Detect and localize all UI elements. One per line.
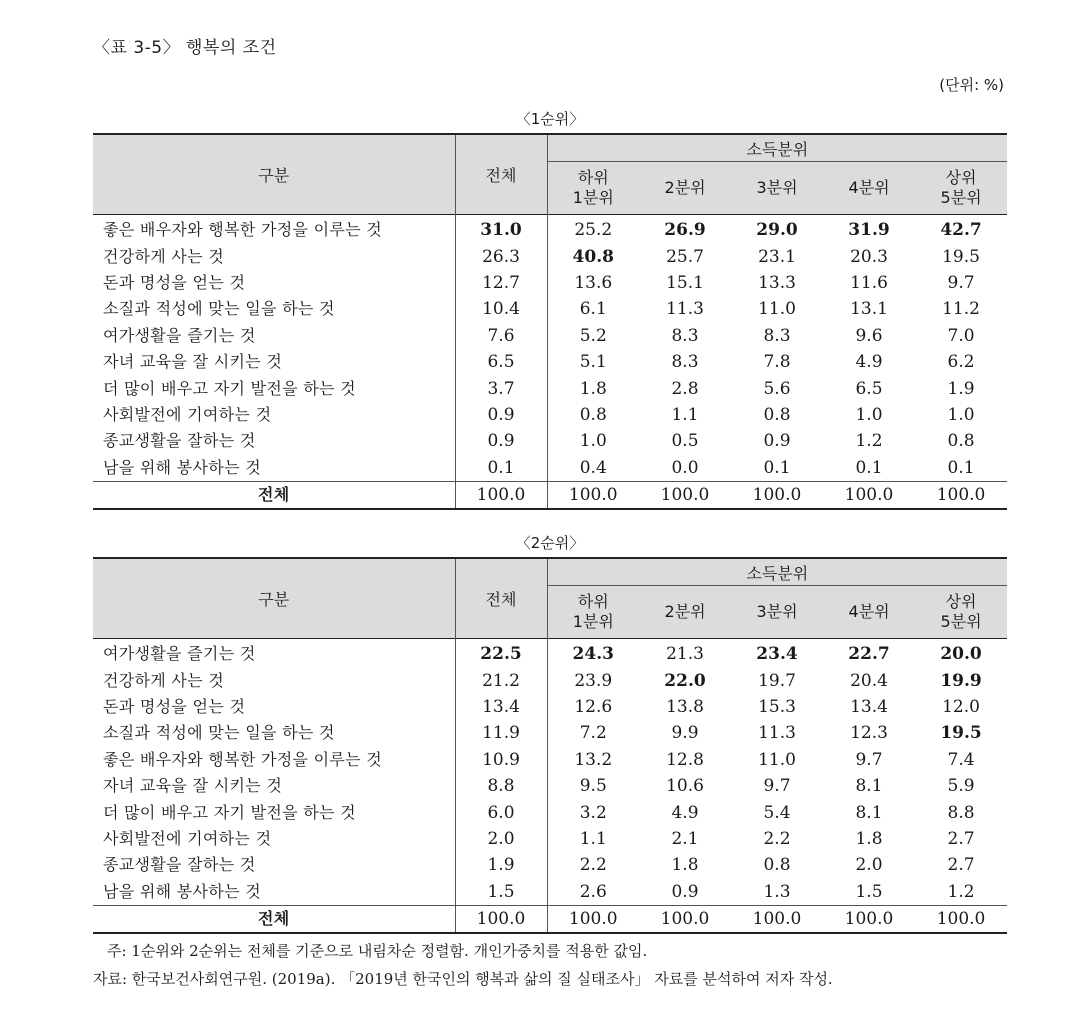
table-cell: 2.0 xyxy=(855,855,883,876)
table-cell: 1.9 xyxy=(455,852,547,878)
table-cell: 8.8 xyxy=(947,802,975,823)
table-row xyxy=(93,270,1007,296)
table-cell: 23.1 xyxy=(758,246,796,267)
table-cell: 2.7 xyxy=(947,828,975,849)
table-row xyxy=(93,826,1007,852)
row-label: 자녀 교육을 잘 시키는 것 xyxy=(93,773,455,799)
table-cell: 7.6 xyxy=(455,323,547,349)
total-cell: 100.0 xyxy=(731,481,823,509)
table-row xyxy=(93,879,1007,906)
table-cell: 2.6 xyxy=(579,881,607,902)
table-cell: 13.2 xyxy=(574,749,613,770)
table-row xyxy=(93,747,1007,773)
row-label: 사회발전에 기여하는 것 xyxy=(93,402,455,428)
table-row xyxy=(93,455,1007,482)
table-row xyxy=(93,349,1007,375)
table-cell: 6.0 xyxy=(455,799,547,825)
table-cell: 24.3 xyxy=(572,644,614,665)
table-cell: 0.1 xyxy=(855,457,883,478)
table-cell: 11.2 xyxy=(942,299,980,320)
table-cell: 9.9 xyxy=(671,723,699,744)
table-cell: 8.1 xyxy=(855,802,883,823)
table-header xyxy=(93,558,1007,639)
table-cell: 13.4 xyxy=(850,696,888,717)
table-caption-rank1: 〈1순위〉 xyxy=(515,110,585,128)
table-cell: 1.8 xyxy=(579,378,607,399)
table-cell: 0.9 xyxy=(671,881,699,902)
total-row xyxy=(93,481,1007,509)
header-q3: 3분위 xyxy=(731,162,823,215)
table-cell: 42.7 xyxy=(940,220,982,241)
table-cell: 5.4 xyxy=(763,802,791,823)
table-cell: 0.1 xyxy=(763,457,791,478)
row-label: 종교생활을 잘하는 것 xyxy=(93,428,455,454)
table-header xyxy=(93,134,1007,215)
table-cell: 1.5 xyxy=(855,881,883,902)
table-cell: 0.9 xyxy=(455,402,547,428)
table-cell: 19.7 xyxy=(758,670,796,691)
table-row xyxy=(93,402,1007,428)
table-cell: 8.1 xyxy=(855,776,883,797)
row-label: 자녀 교육을 잘 시키는 것 xyxy=(93,349,455,375)
row-label: 좋은 배우자와 행복한 가정을 이루는 것 xyxy=(93,747,455,773)
row-label: 여가생활을 즐기는 것 xyxy=(93,323,455,349)
table-cell: 11.9 xyxy=(455,720,547,746)
table-cell: 1.3 xyxy=(763,881,791,902)
table-cell: 21.3 xyxy=(666,644,704,665)
table-caption-rank2: 〈2순위〉 xyxy=(515,534,585,552)
table-cell: 9.7 xyxy=(947,272,975,293)
table-cell: 13.1 xyxy=(850,299,888,320)
row-label: 더 많이 배우고 자기 발전을 하는 것 xyxy=(93,375,455,401)
table-title: 〈표 3-5〉 행복의 조건 xyxy=(93,38,277,58)
table-row xyxy=(93,428,1007,454)
table-cell: 2.8 xyxy=(671,378,699,399)
table-body xyxy=(93,639,1007,934)
table-cell: 4.9 xyxy=(671,802,699,823)
table-cell: 3.2 xyxy=(579,802,607,823)
header-q4: 4분위 xyxy=(823,586,915,639)
table-cell: 21.2 xyxy=(455,667,547,693)
header-q1: 하위 1분위 xyxy=(547,586,639,639)
table-cell: 10.4 xyxy=(455,296,547,322)
table-rank1 xyxy=(93,133,1007,510)
row-label: 더 많이 배우고 자기 발전을 하는 것 xyxy=(93,799,455,825)
table-cell: 0.5 xyxy=(671,431,699,452)
table-cell: 7.4 xyxy=(947,749,975,770)
table-cell: 12.7 xyxy=(455,270,547,296)
table-cell: 13.4 xyxy=(455,694,547,720)
table-cell: 19.5 xyxy=(942,246,980,267)
table-row xyxy=(93,323,1007,349)
table-cell: 11.6 xyxy=(850,272,888,293)
table-cell: 12.6 xyxy=(574,696,613,717)
total-cell: 100.0 xyxy=(639,481,731,509)
table-cell: 7.2 xyxy=(579,723,607,744)
table-cell: 7.0 xyxy=(947,325,975,346)
table-cell: 0.1 xyxy=(455,455,547,482)
table-cell: 12.3 xyxy=(850,723,888,744)
table-row xyxy=(93,375,1007,401)
table-cell: 19.9 xyxy=(940,670,982,691)
header-q5: 상위 5분위 xyxy=(915,162,1007,215)
table-cell: 6.1 xyxy=(579,299,607,320)
table-cell: 1.0 xyxy=(579,431,607,452)
table-row xyxy=(93,243,1007,269)
table-cell: 20.4 xyxy=(850,670,888,691)
table-cell: 25.2 xyxy=(574,220,613,241)
table-cell: 15.1 xyxy=(666,272,704,293)
header-category: 구분 xyxy=(93,558,455,639)
total-cell: 100.0 xyxy=(639,905,731,933)
table-cell: 5.1 xyxy=(579,352,607,373)
table-cell: 1.9 xyxy=(947,378,975,399)
header-q5: 상위 5분위 xyxy=(915,586,1007,639)
table-cell: 11.0 xyxy=(758,749,796,770)
table-cell: 12.8 xyxy=(666,749,704,770)
table-cell: 3.7 xyxy=(455,375,547,401)
header-income-quintile: 소득분위 xyxy=(547,558,1007,586)
table-cell: 2.2 xyxy=(763,828,791,849)
table-cell: 0.4 xyxy=(579,457,607,478)
row-label: 종교생활을 잘하는 것 xyxy=(93,852,455,878)
table-cell: 2.7 xyxy=(947,855,975,876)
header-q4: 4분위 xyxy=(823,162,915,215)
table-cell: 29.0 xyxy=(756,220,798,241)
table-row xyxy=(93,296,1007,322)
table-cell: 2.0 xyxy=(455,826,547,852)
table-cell: 9.7 xyxy=(855,749,883,770)
total-label: 전체 xyxy=(93,905,455,933)
row-label: 사회발전에 기여하는 것 xyxy=(93,826,455,852)
table-cell: 11.3 xyxy=(666,299,704,320)
table-cell: 9.5 xyxy=(579,776,607,797)
row-label: 돈과 명성을 얻는 것 xyxy=(93,270,455,296)
total-cell: 100.0 xyxy=(823,905,915,933)
table-cell: 22.5 xyxy=(455,639,547,668)
table-cell: 0.0 xyxy=(671,457,699,478)
unit-label: (단위: %) xyxy=(939,76,1004,94)
table-cell: 13.6 xyxy=(574,272,613,293)
table-cell: 11.0 xyxy=(758,299,796,320)
row-label: 건강하게 사는 것 xyxy=(93,243,455,269)
total-cell: 100.0 xyxy=(547,481,639,509)
row-label: 건강하게 사는 것 xyxy=(93,667,455,693)
header-category: 구분 xyxy=(93,134,455,215)
table-cell: 40.8 xyxy=(572,246,614,267)
table-cell: 25.7 xyxy=(666,246,704,267)
row-label: 소질과 적성에 맞는 일을 하는 것 xyxy=(93,720,455,746)
table-row xyxy=(93,720,1007,746)
table-row xyxy=(93,773,1007,799)
table-cell: 11.3 xyxy=(758,723,796,744)
table-cell: 1.8 xyxy=(855,828,883,849)
row-label: 여가생활을 즐기는 것 xyxy=(93,639,455,668)
total-cell: 100.0 xyxy=(823,481,915,509)
table-cell: 23.4 xyxy=(756,644,798,665)
table-cell: 31.0 xyxy=(455,215,547,244)
table-cell: 5.2 xyxy=(579,325,607,346)
table-cell: 20.0 xyxy=(940,644,982,665)
table-cell: 0.1 xyxy=(947,457,975,478)
total-row xyxy=(93,905,1007,933)
table-cell: 1.5 xyxy=(455,879,547,906)
table-cell: 6.5 xyxy=(855,378,883,399)
table-cell: 6.2 xyxy=(947,352,975,373)
table-cell: 1.8 xyxy=(671,855,699,876)
table-cell: 22.0 xyxy=(664,670,706,691)
header-q3: 3분위 xyxy=(731,586,823,639)
footnotes xyxy=(93,937,833,993)
table-row xyxy=(93,852,1007,878)
table-cell: 0.8 xyxy=(763,404,791,425)
header-income-quintile: 소득분위 xyxy=(547,134,1007,162)
table-cell: 13.8 xyxy=(666,696,704,717)
table-cell: 1.1 xyxy=(579,828,607,849)
row-label: 소질과 적성에 맞는 일을 하는 것 xyxy=(93,296,455,322)
table-cell: 1.0 xyxy=(947,404,975,425)
table-cell: 20.3 xyxy=(850,246,888,267)
table-cell: 15.3 xyxy=(758,696,796,717)
total-label: 전체 xyxy=(93,481,455,509)
table-cell: 12.0 xyxy=(942,696,980,717)
row-label: 남을 위해 봉사하는 것 xyxy=(93,879,455,906)
table-row xyxy=(93,639,1007,668)
total-cell: 100.0 xyxy=(731,905,823,933)
table-cell: 31.9 xyxy=(848,220,890,241)
total-cell: 100.0 xyxy=(455,905,547,933)
table-cell: 0.8 xyxy=(579,404,607,425)
table-cell: 8.8 xyxy=(455,773,547,799)
total-cell: 100.0 xyxy=(915,481,1007,509)
table-cell: 10.9 xyxy=(455,747,547,773)
table-row xyxy=(93,694,1007,720)
table-cell: 8.3 xyxy=(671,325,699,346)
table-row xyxy=(93,667,1007,693)
table-cell: 0.9 xyxy=(763,431,791,452)
header-q2: 2분위 xyxy=(639,586,731,639)
table-cell: 8.3 xyxy=(671,352,699,373)
table-cell: 23.9 xyxy=(574,670,613,691)
header-total: 전체 xyxy=(455,134,547,215)
table-cell: 1.2 xyxy=(855,431,883,452)
table-cell: 6.5 xyxy=(455,349,547,375)
table-cell: 4.9 xyxy=(855,352,883,373)
table-rank2 xyxy=(93,557,1007,934)
table-cell: 26.3 xyxy=(455,243,547,269)
table-cell: 2.1 xyxy=(671,828,699,849)
total-cell: 100.0 xyxy=(455,481,547,509)
table-cell: 9.6 xyxy=(855,325,883,346)
table-row xyxy=(93,215,1007,244)
table-cell: 0.8 xyxy=(763,855,791,876)
table-cell: 5.6 xyxy=(763,378,791,399)
table-cell: 1.2 xyxy=(947,881,975,902)
header-total: 전체 xyxy=(455,558,547,639)
source-text: 자료: 한국보건사회연구원. (2019a). 「2019년 한국인의 행복과 삶의 질 실태조사」 자료를 분석하여 저자 작성. xyxy=(93,970,833,988)
total-cell: 100.0 xyxy=(547,905,639,933)
table-cell: 5.9 xyxy=(947,776,975,797)
table-body xyxy=(93,215,1007,510)
row-label: 돈과 명성을 얻는 것 xyxy=(93,694,455,720)
table-cell: 8.3 xyxy=(763,325,791,346)
table-cell: 26.9 xyxy=(664,220,706,241)
table-cell: 0.8 xyxy=(947,431,975,452)
row-label: 좋은 배우자와 행복한 가정을 이루는 것 xyxy=(93,215,455,244)
table-row xyxy=(93,799,1007,825)
table-cell: 13.3 xyxy=(758,272,796,293)
total-cell: 100.0 xyxy=(915,905,1007,933)
row-label: 남을 위해 봉사하는 것 xyxy=(93,455,455,482)
table-cell: 19.5 xyxy=(940,723,982,744)
note-text: 주: 1순위와 2순위는 전체를 기준으로 내림차순 정렬함. 개인가중치를 적용한 값임. xyxy=(107,942,648,960)
table-cell: 1.0 xyxy=(855,404,883,425)
header-q1: 하위 1분위 xyxy=(547,162,639,215)
table-cell: 22.7 xyxy=(848,644,890,665)
table-cell: 9.7 xyxy=(763,776,791,797)
table-cell: 2.2 xyxy=(579,855,607,876)
table-cell: 1.1 xyxy=(671,404,699,425)
table-cell: 10.6 xyxy=(666,776,704,797)
table-cell: 7.8 xyxy=(763,352,791,373)
table-cell: 0.9 xyxy=(455,428,547,454)
header-q2: 2분위 xyxy=(639,162,731,215)
